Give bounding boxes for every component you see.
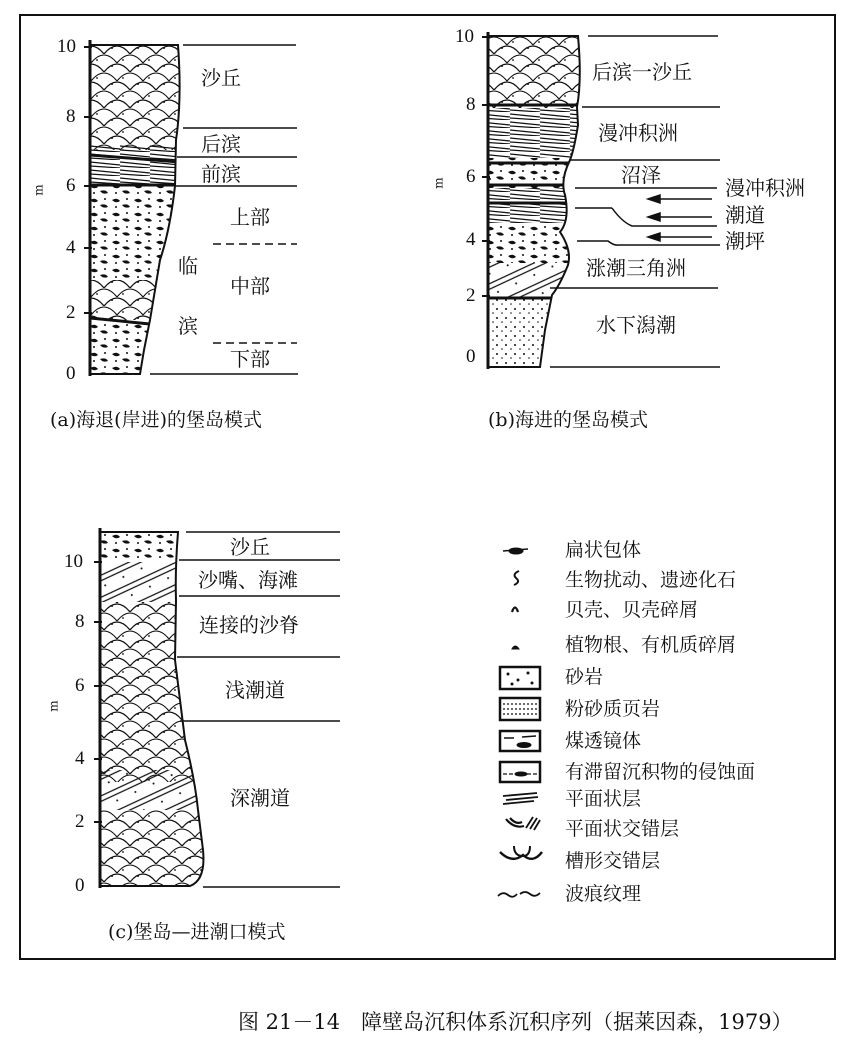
- legend-label-coal-lens: 煤透镜体: [565, 730, 642, 752]
- label-c-dune: 沙丘: [230, 535, 270, 559]
- panel-a-tick-10: 10: [57, 36, 76, 57]
- planar-cross-bedding-icon: [506, 817, 540, 830]
- planar-bedding-icon: [503, 793, 538, 804]
- panel-c-unit: m: [46, 700, 61, 712]
- label-shoreface-2: 滨: [178, 314, 198, 338]
- label-welded-ridge: 连接的沙脊: [199, 613, 299, 637]
- panel-c-tick-8: 8: [75, 611, 85, 632]
- panel-c-tick-4: 4: [75, 748, 85, 769]
- label-middle-shoreface: 中部: [230, 274, 270, 298]
- panel-c-tick-2: 2: [75, 811, 85, 832]
- panel-c-tick-0: 0: [75, 875, 85, 896]
- label-upper-shoreface: 上部: [230, 205, 270, 229]
- legend-label-shell: 贝壳、贝壳碎屑: [565, 599, 699, 621]
- label-foreshore: 前滨: [201, 162, 241, 186]
- legend-label-lag-erosion: 有滞留沉积物的侵蚀面: [565, 761, 756, 783]
- panel-b-tick-0: 0: [466, 346, 476, 367]
- flat-clast-icon: [503, 548, 528, 554]
- legend-label-plant-root: 植物根、有机质碎屑: [565, 634, 737, 656]
- panel-b-tick-8: 8: [466, 94, 476, 115]
- panel-b-tick-4: 4: [466, 229, 476, 250]
- panel-b-tick-6: 6: [466, 166, 476, 187]
- legend-label-planar-bedding: 平面状层: [565, 788, 642, 810]
- label-deep-channel: 深潮道: [230, 786, 290, 810]
- label-marsh: 沼泽: [621, 163, 661, 187]
- legend-label-silty-shale: 粉砂质页岩: [565, 698, 661, 720]
- legend-label-sandstone: 砂岩: [565, 666, 604, 688]
- plant-root-icon: [512, 646, 519, 649]
- label-shallow-channel: 浅潮道: [225, 678, 285, 702]
- panel-a-column: [90, 40, 185, 376]
- side-label-washover-fan: 漫冲积洲: [725, 176, 805, 200]
- bioturbation-icon: [514, 571, 519, 585]
- panel-b-arrows: [648, 195, 712, 241]
- panel-c-tick-6: 6: [75, 675, 85, 696]
- figure-caption: 图 21－14 障壁岛沉积体系沉积序列（据莱因森，1979）: [238, 1010, 793, 1034]
- panel-b-tick-2: 2: [466, 285, 476, 306]
- silty-shale-icon: [500, 698, 540, 720]
- panel-a-tick-0: 0: [66, 363, 76, 384]
- label-shoreface-1: 临: [178, 254, 198, 278]
- panel-c-column: [100, 528, 210, 888]
- side-label-tidal-channel: 潮道: [725, 203, 765, 227]
- legend-icons: [498, 548, 542, 897]
- legend-label-ripple: 波痕纹理: [565, 883, 642, 905]
- shell-icon: [512, 608, 518, 613]
- label-washover-fan: 漫冲积洲: [598, 121, 678, 145]
- panel-a-tick-6: 6: [66, 175, 76, 196]
- coal-lens-icon: [500, 731, 540, 751]
- label-lower-shoreface: 下部: [230, 347, 270, 371]
- label-spit-beach: 沙嘴、海滩: [198, 568, 298, 592]
- panel-a-unit: m: [31, 184, 46, 196]
- legend-label-trough-cross-bedding: 槽形交错层: [565, 850, 661, 872]
- label-subtidal-lagoon: 水下潟潮: [596, 313, 676, 337]
- label-backshore: 后滨: [201, 132, 241, 156]
- legend-label-bioturbation: 生物扰动、遗迹化石: [565, 569, 737, 591]
- lag-erosion-icon: [500, 762, 540, 782]
- label-dune: 沙丘: [201, 66, 241, 90]
- panel-a-tick-4: 4: [66, 237, 76, 258]
- panel-b-tick-10: 10: [455, 26, 474, 47]
- panel-a-tick-2: 2: [66, 302, 76, 323]
- side-label-tidal-flat: 潮坪: [725, 229, 765, 253]
- panel-b-column: [488, 32, 588, 369]
- ripple-icon: [498, 892, 540, 897]
- sandstone-icon: [500, 667, 540, 689]
- legend-label-planar-cross-bedding: 平面状交错层: [565, 818, 680, 840]
- label-backshore-dune: 后滨一沙丘: [592, 60, 692, 84]
- panel-b-caption: (b)海进的堡岛模式: [488, 409, 648, 431]
- trough-cross-bedding-icon: [500, 846, 542, 859]
- legend-label-flat-clast: 扁状包体: [565, 539, 642, 561]
- panel-c-caption: (c)堡岛—进潮口模式: [108, 921, 286, 943]
- label-flood-tidal-delta: 涨潮三角洲: [586, 256, 686, 280]
- panel-a-caption: (a)海退(岸进)的堡岛模式: [50, 409, 262, 431]
- panel-c-tick-10: 10: [64, 551, 83, 572]
- panel-b-unit: m: [431, 177, 446, 189]
- panel-a-tick-8: 8: [66, 106, 76, 127]
